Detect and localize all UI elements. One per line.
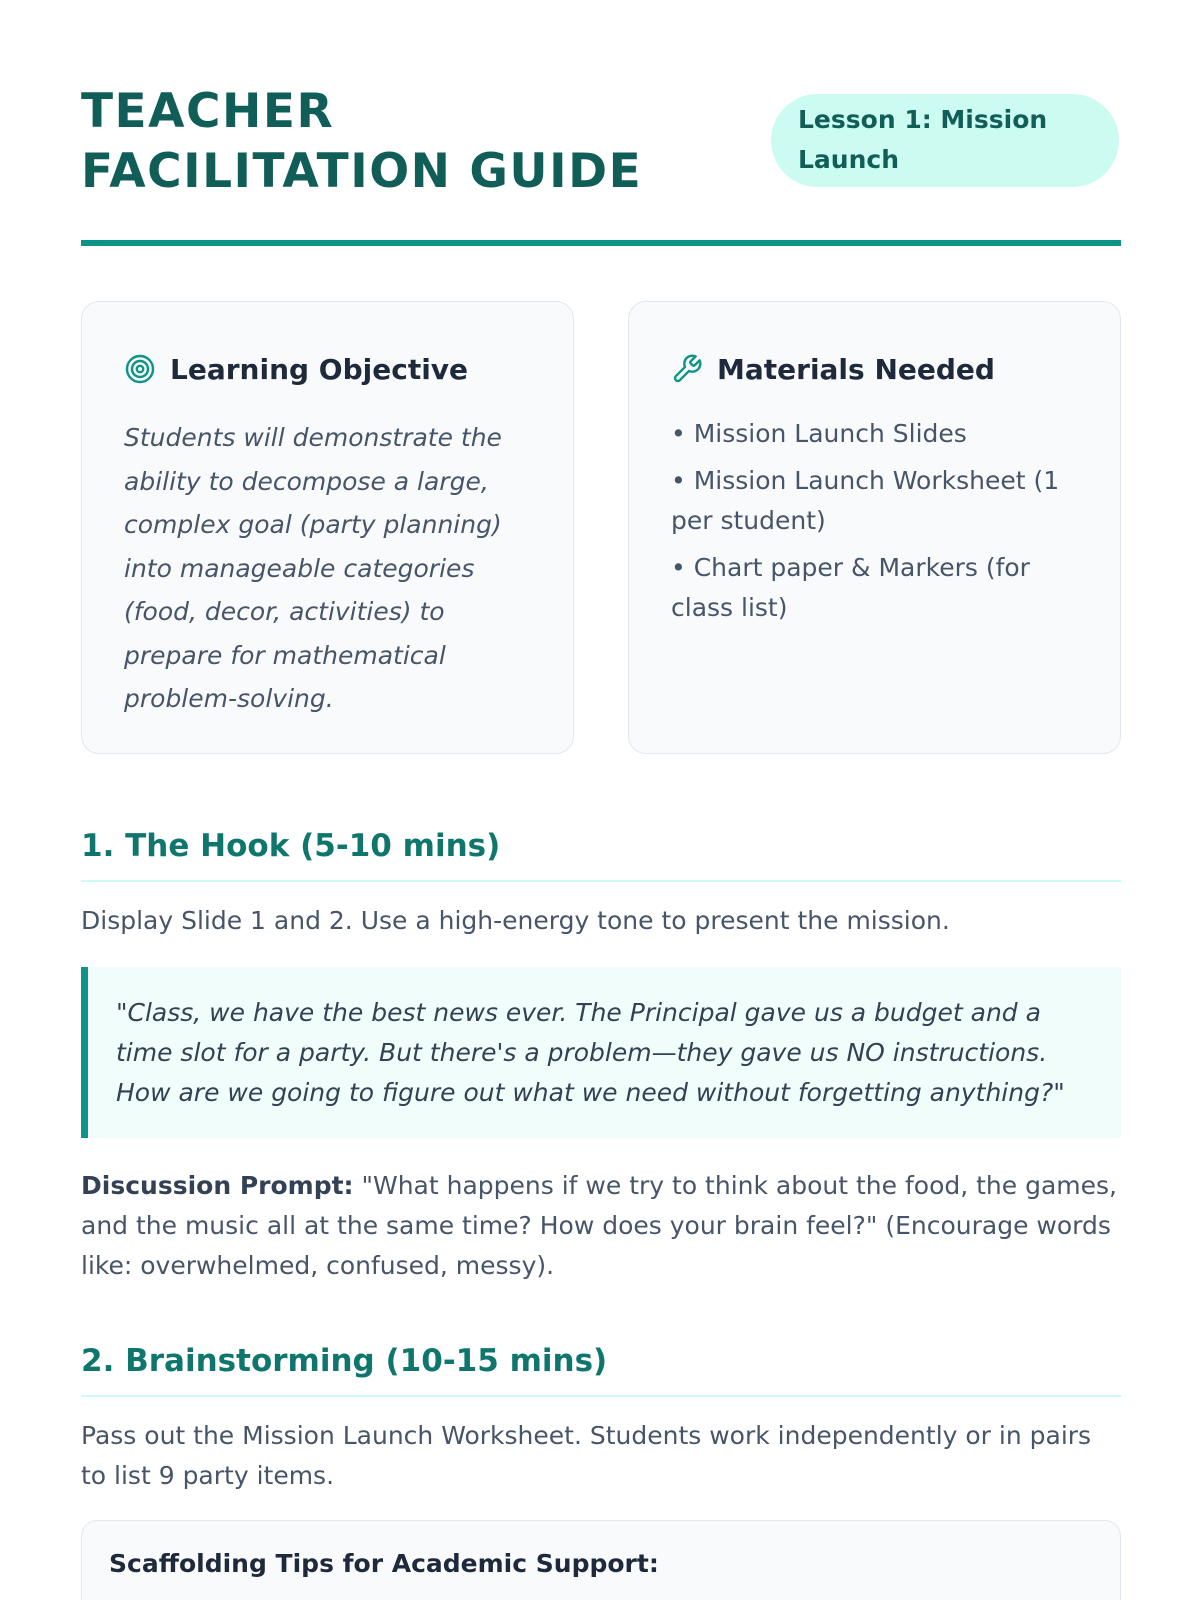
materials-item: • Mission Launch Worksheet (1 per student) xyxy=(671,466,1060,535)
learning-objective-card xyxy=(81,301,574,754)
materials-title: Materials Needed xyxy=(717,352,995,386)
discussion-prompt-label: Discussion Prompt: xyxy=(81,1171,354,1200)
teacher-script-quote: "Class, we have the best news ever. The Principal gave us a budget and a time slot for a party. But there's a problem—they gave us NO instructions. How are we going to figure out what we need without forgetting anything?" xyxy=(81,967,1121,1138)
wrench-icon xyxy=(671,353,703,385)
hook-divider xyxy=(81,880,1121,882)
scaffolding-tips-title: Scaffolding Tips for Academic Support: xyxy=(109,1549,659,1578)
brainstorm-section xyxy=(81,1337,1121,1600)
brainstorm-title: 2. Brainstorming (10-15 mins) xyxy=(81,1343,608,1379)
discussion-prompt-text: "What happens if we try to think about the food, the games, and the music all at the same time? How does your brain feel?" (Encourage words like: overwhelmed, confused, messy). xyxy=(81,1171,1117,1280)
discussion-prompt xyxy=(81,1166,1121,1286)
info-cards xyxy=(81,301,1121,754)
brainstorm-divider xyxy=(81,1395,1121,1397)
header-divider xyxy=(81,240,1121,246)
target-icon xyxy=(124,353,156,385)
materials-header xyxy=(671,344,1078,394)
scaffolding-tips-box xyxy=(81,1520,1121,1600)
materials-list xyxy=(671,414,1078,628)
learning-objective-text: Students will demonstrate the ability to decompose a large, complex goal (party planning) into manageable categories (food, decor, activities) to prepare for mathematical problem-solving. xyxy=(124,423,502,713)
page-title: TEACHER FACILITATION GUIDE xyxy=(81,84,643,199)
page-header xyxy=(81,0,1119,202)
materials-item: • Chart paper & Markers (for class list) xyxy=(671,553,1030,622)
materials-card xyxy=(628,301,1121,754)
hook-title: 1. The Hook (5-10 mins) xyxy=(81,828,501,864)
hook-section xyxy=(81,822,1121,1286)
lesson-badge: Lesson 1: Mission Launch xyxy=(771,94,1119,187)
materials-item: • Mission Launch Slides xyxy=(671,419,967,448)
hook-intro: Display Slide 1 and 2. Use a high-energy tone to present the mission. xyxy=(81,906,950,935)
learning-objective-header xyxy=(124,344,531,394)
learning-objective-title: Learning Objective xyxy=(170,352,469,386)
brainstorm-intro: Pass out the Mission Launch Worksheet. Students work independently or in pairs to list 9 party items. xyxy=(81,1421,1092,1490)
